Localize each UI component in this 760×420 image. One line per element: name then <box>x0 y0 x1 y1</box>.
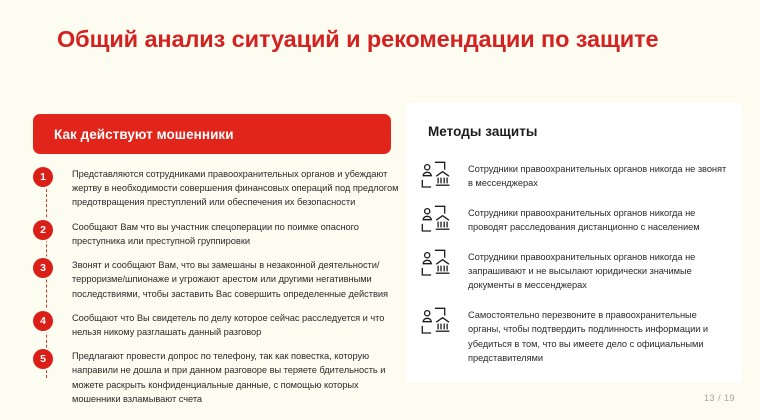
list-item <box>421 160 730 191</box>
person-and-government-building-icon <box>421 249 451 277</box>
page-indicator: 13 / 19 <box>703 393 735 404</box>
fraud-section-heading-label: Как действуют мошенники <box>54 126 234 142</box>
step-text: Звонят и сообщают Вам, что вы замешаны в незаконной деятельности/терроризме/шпионаже и угрожают арестом или другими негативными последствиями, чтобы заставить Вас совершить определенные действия <box>72 260 388 299</box>
step-text: Предлагают провести допрос по телефону, так как повестка, которую направили не дошла и при данном разговоре вы теряете бдительность и можете раскрыть конфиденциальные данные, с помощью которых мошенники взламывают счета <box>72 351 386 404</box>
step-number-badge: 1 <box>33 167 53 187</box>
step-text: Сообщают Вам что вы участник спецоперации по поимке опасного преступника или преступной группировки <box>72 221 359 246</box>
person-and-government-building-icon <box>421 205 451 233</box>
list-item <box>421 306 730 366</box>
protection-section-heading: Методы защиты <box>428 124 538 139</box>
step-text: Представляются сотрудниками правоохранительных органов и убеждают жертву в необходимости совершения финансовых операций под предлогом предотвращения преступлений или обеспечения их безопасности <box>72 169 399 208</box>
tip-text: Сотрудники правоохранительных органов никогда не запрашивают и не высылают юридически значимые документы в мессенджерах <box>468 251 696 291</box>
protection-methods-panel <box>406 103 742 383</box>
list-item <box>33 166 399 210</box>
step-number-badge: 5 <box>33 349 53 369</box>
person-and-government-building-icon <box>421 161 451 189</box>
list-item <box>421 248 730 293</box>
tip-text: Самостоятельно перезвоните в правоохранительные органы, чтобы подтвердить подлинность информации и убедиться в том, что вы имеете дело с официальными представителями <box>468 309 709 364</box>
step-text: Сообщают что Вы свидетель по делу которое сейчас расследуется и что нельзя никому разглашать данный разговор <box>72 312 385 337</box>
protection-tips-list <box>421 160 730 378</box>
fraud-steps-list <box>33 166 399 406</box>
fraud-methods-section <box>33 114 399 415</box>
fraud-section-heading <box>33 114 391 154</box>
page-title: Общий анализ ситуаций и рекомендации по защите <box>57 26 659 52</box>
list-item <box>33 257 399 301</box>
step-number-badge: 2 <box>33 220 53 240</box>
list-item <box>421 204 730 235</box>
list-item <box>33 219 399 248</box>
list-item <box>33 310 399 339</box>
person-and-government-building-icon <box>421 307 451 335</box>
tip-text: Сотрудники правоохранительных органов никогда не проводят расследования дистанционно с населением <box>468 207 700 233</box>
step-number-badge: 4 <box>33 311 53 331</box>
step-number-badge: 3 <box>33 258 53 278</box>
list-item <box>33 348 399 406</box>
tip-text: Сотрудники правоохранительных органов никогда не звонят в мессенджерах <box>468 164 727 189</box>
